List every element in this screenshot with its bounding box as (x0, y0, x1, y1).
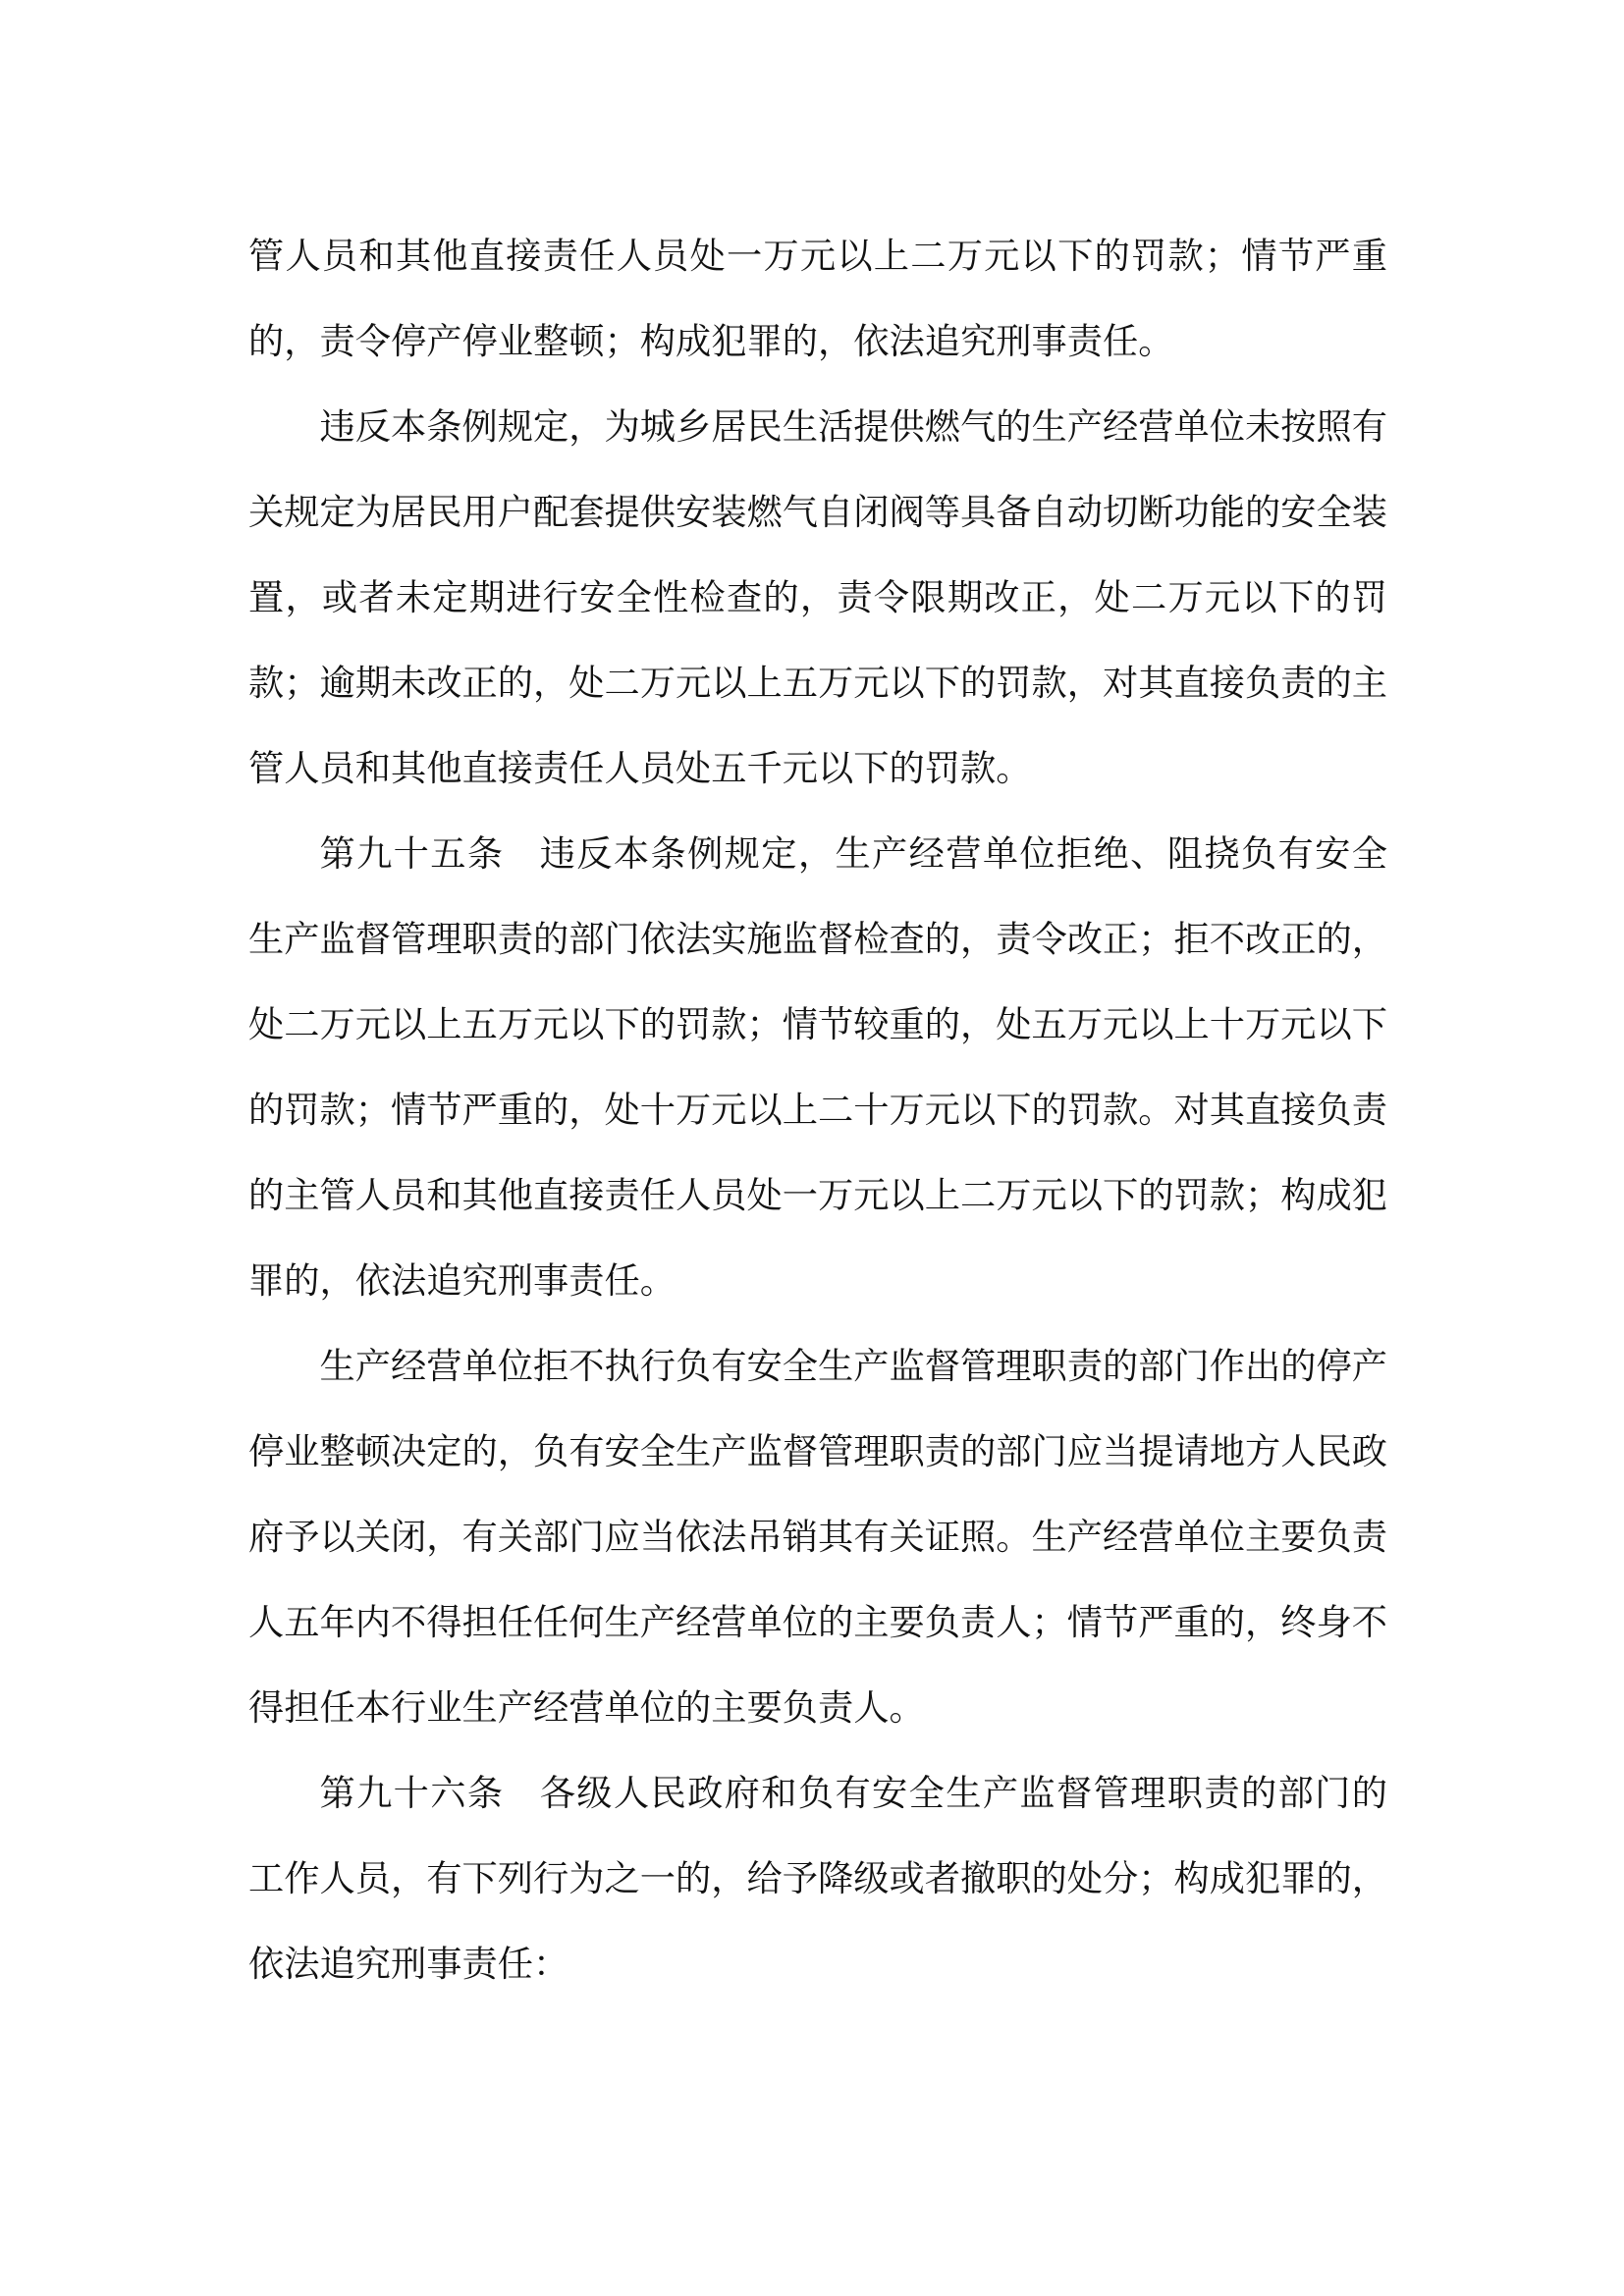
paragraph-text: 违反本条例规定，为城乡居民生活提供燃气的生产经营单位未按照有关规定为居民用户配套提供安装燃气自闭阀等具备自动切断功能的安全装置，或者未定期进行安全性检查的，责令限期改正，处二万元以下的罚款；逾期未改正的，处二万元以上五万元以下的罚款，对其直接负责的主管人员和其他直接责任人员处五千元以下的罚款。 (248, 405, 1388, 789)
paragraph-text: 管人员和其他直接责任人员处一万元以上二万元以下的罚款；情节严重的，责令停产停业整顿；构成犯罪的，依法追究刑事责任。 (248, 235, 1387, 362)
paragraph-text: 各级人民政府和负有安全生产监督管理职责的部门的工作人员，有下列行为之一的，给予降级或者撤职的处分；构成犯罪的，依法追究刑事责任： (248, 1772, 1388, 1985)
article-96 (248, 1750, 1387, 2006)
paragraph-gas-safety-penalty (248, 384, 1387, 811)
body-text (248, 213, 1387, 2006)
article-number: 第九十六条 (319, 1772, 505, 1814)
paragraph-text: 生产经营单位拒不执行负有安全生产监督管理职责的部门作出的停产停业整顿决定的，负有安全生产监督管理职责的部门应当提请地方人民政府予以关闭，有关部门应当依法吊销其有关证照。生产经营单位主要负责人五年内不得担任任何生产经营单位的主要负责人；情节严重的，终身不得担任本行业生产经营单位的主要负责人。 (248, 1345, 1388, 1729)
paragraph-shutdown-order (248, 1323, 1387, 1750)
paragraph-continued (248, 213, 1387, 384)
paragraph-text: 违反本条例规定，生产经营单位拒绝、阻挠负有安全生产监督管理职责的部门依法实施监督检查的，责令改正；拒不改正的，处二万元以上五万元以下的罚款；情节较重的，处五万元以上十万元以下的罚款；情节严重的，处十万元以上二十万元以下的罚款。对其直接负责的主管人员和其他直接责任人员处一万元以上二万元以下的罚款；构成犯罪的，依法追究刑事责任。 (248, 832, 1388, 1302)
article-95 (248, 811, 1387, 1323)
article-number: 第九十五条 (319, 832, 505, 875)
